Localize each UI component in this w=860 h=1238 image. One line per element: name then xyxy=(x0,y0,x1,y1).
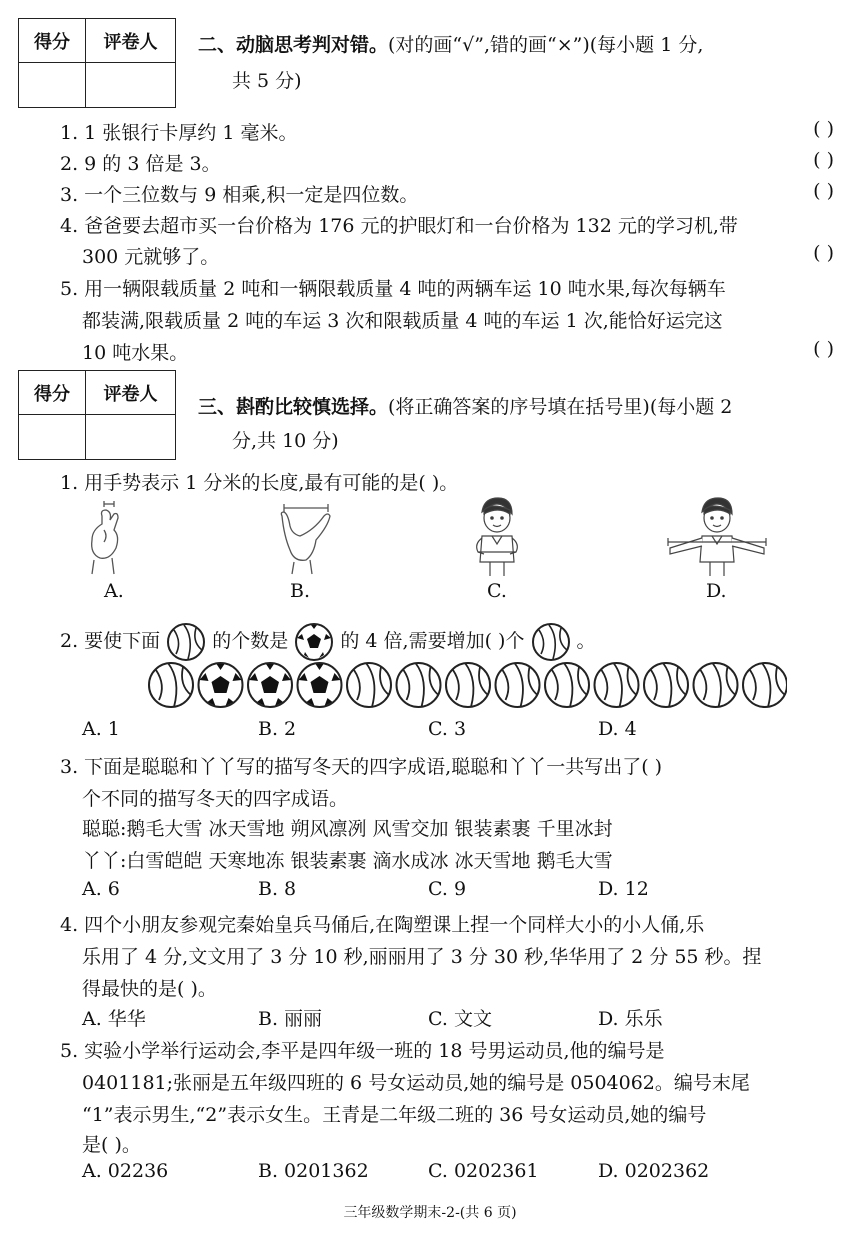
q2-text-b: 的个数是 xyxy=(212,630,289,652)
section3-title-line2: 分,共 10 分) xyxy=(232,430,339,452)
q5-option-c[interactable]: C. 0202361 xyxy=(428,1160,539,1182)
answer-paren-4[interactable]: ( ) xyxy=(813,242,834,264)
volleyball-icon xyxy=(496,663,540,707)
volleyball-icon xyxy=(347,663,391,707)
q4-option-b[interactable]: B. 丽丽 xyxy=(258,1008,323,1030)
volleyball-icon xyxy=(644,663,688,707)
question-3-line1: 3. 下面是聪聪和丫丫写的描写冬天的四字成语,聪聪和丫丫一共写出了( ) xyxy=(60,756,663,778)
section3-instructions: (将正确答案的序号填在括号里)(每小题 2 xyxy=(388,396,733,418)
volleyball-icon xyxy=(446,663,490,707)
score-label: 得分 xyxy=(19,19,86,63)
boy-gesture-wide-icon xyxy=(662,496,772,578)
q4-option-d[interactable]: D. 乐乐 xyxy=(598,1008,663,1030)
grader-label: 评卷人 xyxy=(86,371,176,415)
judge-item-5-line1: 5. 用一辆限载质量 2 吨和一辆限载质量 4 吨的两辆车运 10 吨水果,每次每辆车 xyxy=(60,278,726,300)
question-5-line3: “1”表示男生,“2”表示女生。王青是二年级二班的 36 号女运动员,她的编号 xyxy=(82,1104,707,1126)
question-5-line1: 5. 实验小学举行运动会,李平是四年级一班的 18 号男运动员,他的编号是 xyxy=(60,1040,665,1062)
congcong-idioms: 聪聪:鹅毛大雪 冰天雪地 朔风凛冽 风雪交加 银装素裹 千里冰封 xyxy=(82,818,613,840)
q3-option-a[interactable]: A. 6 xyxy=(82,878,120,900)
section2-title xyxy=(198,30,703,57)
question-4-line3: 得最快的是( )。 xyxy=(82,978,217,1000)
q3-option-c[interactable]: C. 9 xyxy=(428,878,467,900)
soccer-ball-icon xyxy=(199,663,243,707)
volleyball-icon xyxy=(149,663,193,707)
answer-paren-1[interactable]: ( ) xyxy=(813,118,834,140)
q4-option-c[interactable]: C. 文文 xyxy=(428,1008,492,1030)
judge-item-1: 1. 1 张银行卡厚约 1 毫米。 xyxy=(60,122,298,144)
q5-option-a[interactable]: A. 02236 xyxy=(82,1160,169,1182)
q3-option-d[interactable]: D. 12 xyxy=(598,878,649,900)
q2-option-b[interactable]: B. 2 xyxy=(258,718,297,740)
score-box-section3 xyxy=(18,370,176,460)
question-5-line2: 0401181;张丽是五年级四班的 6 号女运动员,她的编号是 0504062。编号末尾 xyxy=(82,1072,750,1094)
ball-row-graphic xyxy=(147,660,787,710)
grader-label: 评卷人 xyxy=(86,19,176,63)
volleyball-icon xyxy=(595,663,639,707)
answer-paren-5[interactable]: ( ) xyxy=(813,338,834,360)
hand-spread-icon xyxy=(270,500,340,575)
q2-text-d: 。 xyxy=(576,630,596,652)
volleyball-icon xyxy=(743,663,787,707)
yaya-idioms: 丫丫:白雪皑皑 天寒地冻 银装素裹 滴水成冰 冰天雪地 鹅毛大雪 xyxy=(82,850,613,872)
q3-option-b[interactable]: B. 8 xyxy=(258,878,297,900)
section2-title-line2: 共 5 分) xyxy=(232,70,302,92)
score-box-section2 xyxy=(18,18,176,108)
score-cell[interactable] xyxy=(19,415,86,460)
q2-option-a[interactable]: A. 1 xyxy=(82,718,120,740)
section3-heading: 三、斟酌比较慎选择。 xyxy=(198,396,389,418)
judge-item-4-line2: 300 元就够了。 xyxy=(82,246,220,268)
grader-cell[interactable] xyxy=(86,415,176,460)
q2-text-a: 2. 要使下面 xyxy=(60,630,161,652)
question-2 xyxy=(60,622,596,662)
section2-instructions: (对的画“√”,错的画“×”)(每小题 1 分, xyxy=(388,34,704,56)
q1-option-a[interactable]: A. xyxy=(104,580,124,602)
question-1: 1. 用手势表示 1 分米的长度,最有可能的是( )。 xyxy=(60,472,459,494)
judge-item-3: 3. 一个三位数与 9 相乘,积一定是四位数。 xyxy=(60,184,419,206)
question-4-line1: 4. 四个小朋友参观完秦始皇兵马俑后,在陶塑课上捏一个同样大小的小人俑,乐 xyxy=(60,914,705,936)
score-cell[interactable] xyxy=(19,63,86,108)
volleyball-icon xyxy=(545,663,589,707)
answer-paren-3[interactable]: ( ) xyxy=(813,180,834,202)
q4-option-a[interactable]: A. 华华 xyxy=(82,1008,146,1030)
page-footer: 三年级数学期末-2-(共 6 页) xyxy=(343,1205,517,1221)
soccer-ball-icon xyxy=(248,663,292,707)
judge-item-5-line3: 10 吨水果。 xyxy=(82,342,189,364)
boy-gesture-short-icon xyxy=(462,496,532,578)
volleyball-icon xyxy=(531,622,571,662)
question-5-line4: 是( )。 xyxy=(82,1134,141,1156)
question-4-line2: 乐用了 4 分,文文用了 3 分 10 秒,丽丽用了 3 分 30 秒,华华用了 2 分 55 秒。捏 xyxy=(82,946,762,968)
q1-option-d[interactable]: D. xyxy=(706,580,727,602)
score-label: 得分 xyxy=(19,371,86,415)
judge-item-4-line1: 4. 爸爸要去超市买一台价格为 176 元的护眼灯和一台价格为 132 元的学习机,带 xyxy=(60,215,738,237)
hand-pinch-icon xyxy=(80,500,140,575)
ball-row xyxy=(147,660,787,710)
q5-option-d[interactable]: D. 0202362 xyxy=(598,1160,710,1182)
judge-item-5-line2: 都装满,限载质量 2 吨的车运 3 次和限载质量 4 吨的车运 1 次,能恰好运完这 xyxy=(82,310,723,332)
answer-paren-2[interactable]: ( ) xyxy=(813,149,834,171)
grader-cell[interactable] xyxy=(86,63,176,108)
section3-title xyxy=(198,392,732,419)
volleyball-icon xyxy=(694,663,738,707)
question-3-line2: 个不同的描写冬天的四字成语。 xyxy=(82,788,349,810)
q2-text-c: 的 4 倍,需要增加( )个 xyxy=(340,630,525,652)
section2-heading: 二、动脑思考判对错。 xyxy=(198,34,389,56)
soccer-ball-icon xyxy=(298,663,342,707)
volleyball-icon xyxy=(397,663,441,707)
q2-option-d[interactable]: D. 4 xyxy=(598,718,637,740)
soccer-ball-icon xyxy=(294,622,334,662)
q2-option-c[interactable]: C. 3 xyxy=(428,718,467,740)
q1-option-b[interactable]: B. xyxy=(290,580,311,602)
judge-item-2: 2. 9 的 3 倍是 3。 xyxy=(60,153,221,175)
volleyball-icon xyxy=(166,622,206,662)
q5-option-b[interactable]: B. 0201362 xyxy=(258,1160,369,1182)
q1-option-c[interactable]: C. xyxy=(487,580,507,602)
